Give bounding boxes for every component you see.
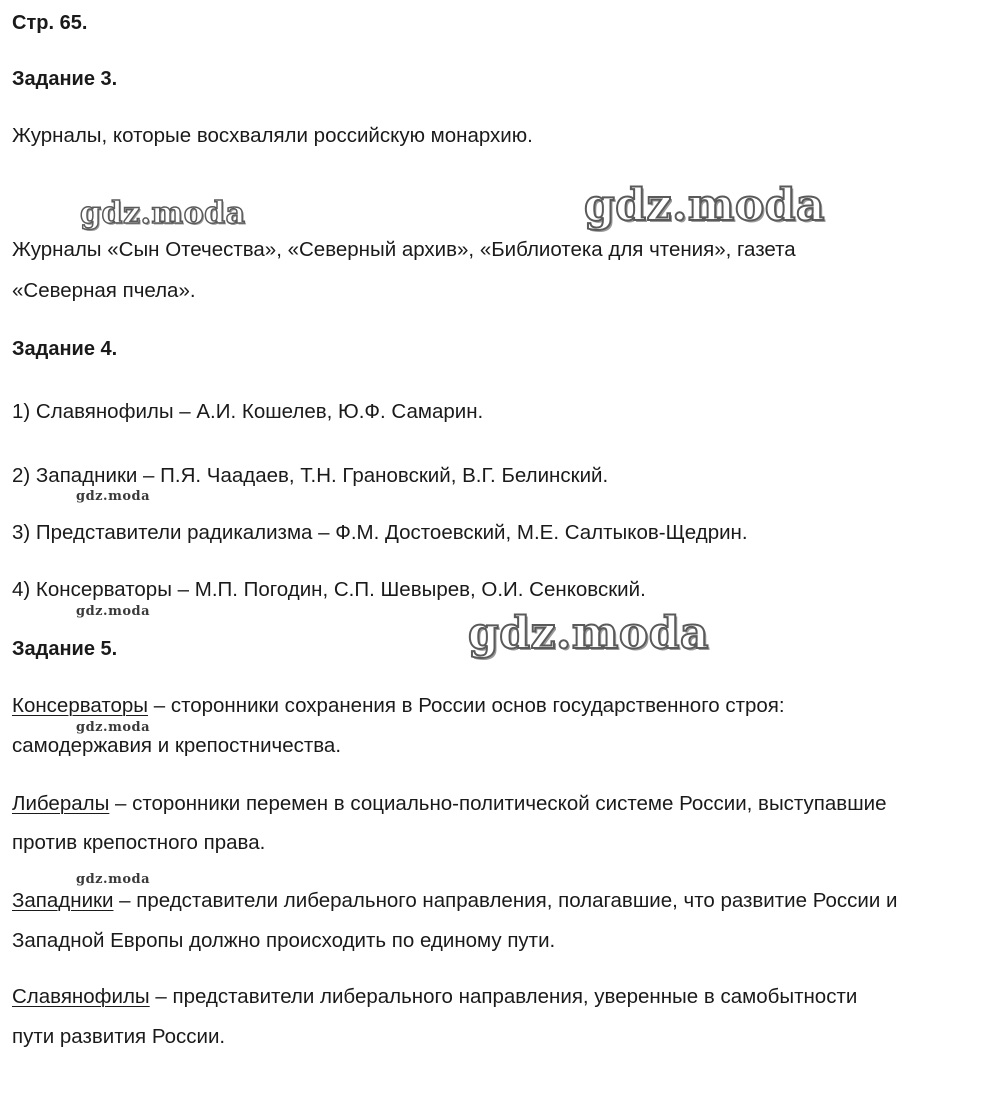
task-3-answer-line-2: «Северная пчела». — [12, 279, 196, 302]
definition-slavophiles-line-1 — [12, 985, 857, 1009]
task-4-title: Задание 4. — [12, 338, 118, 360]
definition-westernizers-line-1 — [12, 889, 897, 913]
task-4-item-3: 3) Представители радикализма – Ф.М. Достоевский, М.Е. Салтыков-Щедрин. — [12, 521, 748, 544]
definition-liberals-line-1 — [12, 792, 887, 816]
watermark-logo: gdz.moda — [76, 489, 151, 504]
term-liberals: Либералы — [12, 792, 110, 815]
watermark-logo: gdz.moda — [76, 604, 151, 619]
task-4-item-4: 4) Консерваторы – М.П. Погодин, С.П. Шевырев, О.И. Сенковский. — [12, 578, 646, 601]
watermark-logo: gdz.moda — [584, 180, 826, 231]
watermark-logo: gdz.moda — [76, 872, 151, 887]
task-3-title: Задание 3. — [12, 68, 118, 90]
definition-slavophiles-text: – представители либерального направления, уверенные в самобытности — [149, 985, 858, 1008]
term-westernizers: Западники — [12, 889, 114, 912]
watermark-logo: gdz.moda — [76, 720, 151, 735]
task-5-title: Задание 5. — [12, 638, 118, 660]
definition-westernizers-line-2: Западной Европы должно происходить по единому пути. — [12, 929, 556, 952]
task-3-question: Журналы, которые восхваляли российскую монархию. — [12, 124, 533, 147]
definition-liberals-text: – сторонники перемен в социально-политической системе России, выступавшие — [109, 792, 887, 815]
page-number-header: Стр. 65. — [12, 12, 88, 34]
watermark-logo: gdz.moda — [468, 608, 710, 659]
task-4-item-1: 1) Славянофилы – А.И. Кошелев, Ю.Ф. Самарин. — [12, 400, 484, 423]
term-slavophiles: Славянофилы — [12, 985, 150, 1008]
definition-westernizers-text: – представители либерального направления, полагавшие, что развитие России и — [113, 889, 898, 912]
watermark-logo: gdz.moda — [80, 196, 246, 231]
definition-slavophiles-line-2: пути развития России. — [12, 1025, 226, 1048]
task-4-item-2: 2) Западники – П.Я. Чаадаев, Т.Н. Грановский, В.Г. Белинский. — [12, 464, 609, 487]
term-conservatives: Консерваторы — [12, 694, 149, 717]
definition-liberals-line-2: против крепостного права. — [12, 831, 266, 854]
task-3-answer-line-1: Журналы «Сын Отечества», «Северный архив», «Библиотека для чтения», газета — [12, 238, 796, 261]
definition-conservatives-line-1 — [12, 694, 785, 718]
definition-conservatives-text: – сторонники сохранения в России основ государственного строя: — [148, 694, 785, 717]
definition-conservatives-line-2: самодержавия и крепостничества. — [12, 734, 342, 757]
